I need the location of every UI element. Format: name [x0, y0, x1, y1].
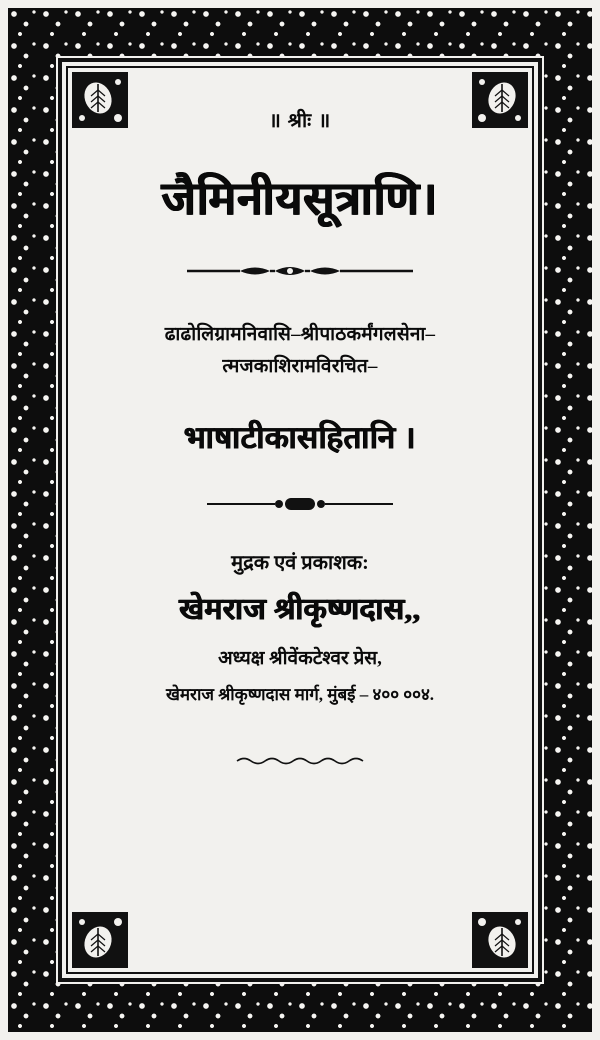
floral-double-rule-icon: [185, 263, 415, 279]
title-page-content: [78, 78, 522, 962]
attribution-block: [165, 319, 436, 382]
publisher-label: मुद्रक एवं प्रकाशक:: [231, 551, 369, 574]
floral-bar-rule-icon: [205, 496, 395, 512]
subtitle-text: भाषाटीकासहितानि ।: [183, 419, 417, 455]
wavy-squiggle-icon: [235, 753, 365, 763]
attribution-line: ढाढोलिग्रामनिवासि–श्रीपाठकर्मंगलसेना–: [164, 324, 436, 346]
publisher-name: खेमराज श्रीकृष्णदास,,: [179, 592, 421, 626]
page-title: जैमिनीयसूत्राणि।: [161, 173, 439, 224]
attribution-line: त्मजकाशिरामविरचित–: [222, 355, 378, 377]
publisher-address: खेमराज श्रीकृष्णदास मार्ग, मुंबई – ४०० ००४.: [165, 684, 435, 704]
invocation-text: ॥ श्रीः ॥: [268, 110, 332, 132]
publisher-role: अध्यक्ष श्रीवेंकटेश्वर प्रेस,: [218, 647, 382, 669]
